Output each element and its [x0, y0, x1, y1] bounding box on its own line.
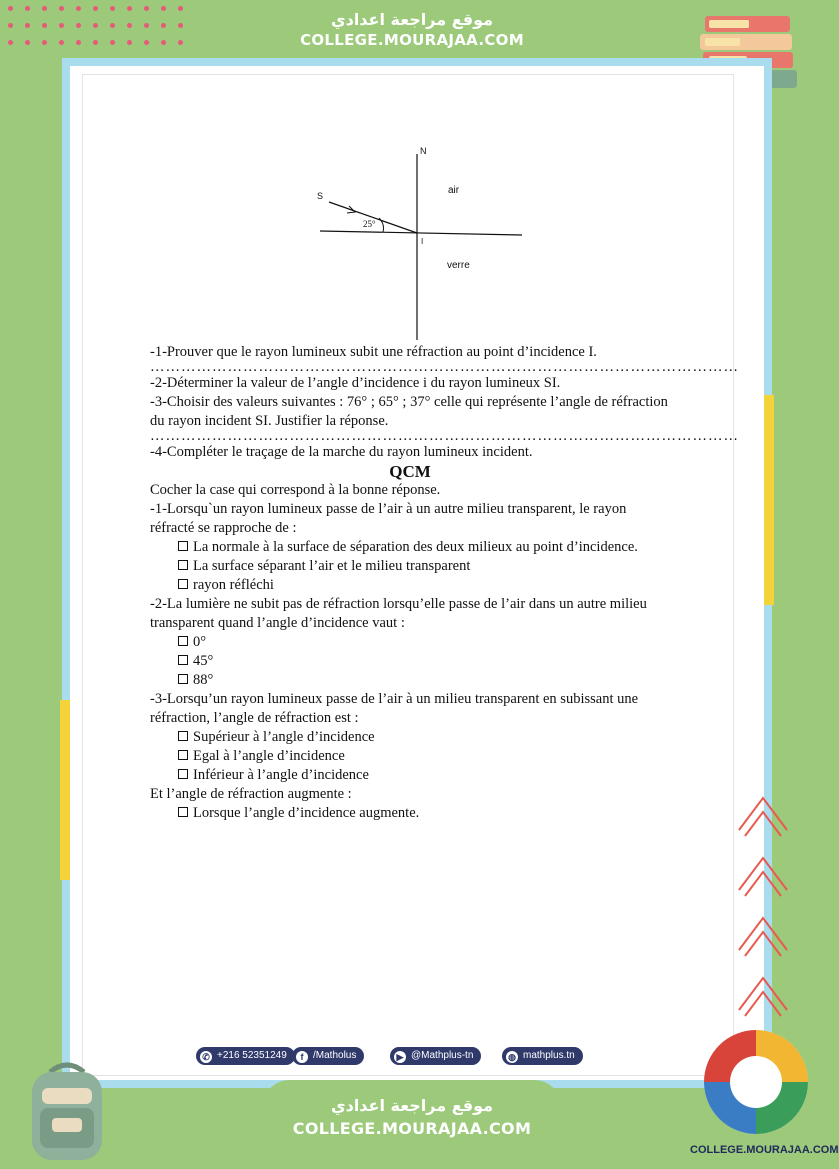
- decor-dot: [93, 40, 98, 45]
- option-label: Lorsque l’angle d’incidence augmente.: [193, 805, 420, 821]
- qcm-option[interactable]: [150, 633, 670, 652]
- label-s: S: [317, 191, 324, 201]
- decor-dot: [178, 6, 183, 11]
- option-label: Supérieur à l’angle d’incidence: [193, 729, 375, 745]
- decor-dot: [144, 6, 149, 11]
- option-label: 88°: [193, 672, 214, 688]
- checkbox[interactable]: [178, 579, 188, 589]
- decor-dot: [110, 40, 115, 45]
- decor-dot: [42, 6, 47, 11]
- whatsapp-number: +216 52351249: [217, 1050, 287, 1061]
- decorative-dots: [8, 6, 208, 56]
- checkbox[interactable]: [178, 750, 188, 760]
- qcm-option[interactable]: [150, 766, 670, 785]
- decor-dot: [127, 23, 132, 28]
- option-label: 45°: [193, 653, 214, 669]
- decor-dot: [76, 40, 81, 45]
- qcm-option[interactable]: [150, 728, 670, 747]
- qcm-question-4: Et l’angle de réfraction augmente :: [150, 786, 352, 802]
- surface-line: [320, 231, 522, 235]
- facebook-link[interactable]: [292, 1047, 364, 1065]
- checkbox[interactable]: [178, 731, 188, 741]
- checkbox[interactable]: [178, 541, 188, 551]
- decor-dot: [161, 6, 166, 11]
- decor-dot: [127, 40, 132, 45]
- decor-dot: [25, 40, 30, 45]
- option-label: rayon réfléchi: [193, 577, 274, 593]
- top-banner: [262, 0, 562, 60]
- option-label: La surface séparant l’air et le milieu transparent: [193, 558, 471, 574]
- option-label: 0°: [193, 634, 207, 650]
- site-logo: [696, 1024, 816, 1164]
- decor-dot: [8, 40, 13, 45]
- checkbox[interactable]: [178, 769, 188, 779]
- website-link[interactable]: [502, 1047, 583, 1065]
- decor-dot: [161, 23, 166, 28]
- youtube-handle: @Mathplus-tn: [411, 1050, 474, 1061]
- qcm-question-2: -2-La lumière ne subit pas de réfraction lorsqu’elle passe de l’air dans un autre milieu transparent quand l’angle d’incidence vaut :: [150, 596, 647, 631]
- question-3: -3-Choisir des valeurs suivantes : 76° ; 65° ; 37° celle qui représente l’angle de réfraction du rayon incident SI. Justifier la réponse.: [150, 394, 668, 429]
- question-1: -1-Prouver que le rayon lumineux subit une réfraction au point d’incidence I.: [150, 344, 597, 360]
- qcm-option[interactable]: [150, 557, 670, 576]
- qcm-option[interactable]: [150, 538, 670, 557]
- qcm-question-3: -3-Lorsqu’un rayon lumineux passe de l’air à un milieu transparent en subissant une réfraction, l’angle de réfraction est :: [150, 691, 639, 726]
- option-label: La normale à la surface de séparation des deux milieux au point d’incidence.: [193, 539, 638, 555]
- checkbox[interactable]: [178, 636, 188, 646]
- decor-dot: [93, 23, 98, 28]
- qcm-option[interactable]: [150, 747, 670, 766]
- question-2: -2-Déterminer la valeur de l’angle d’incidence i du rayon lumineux SI.: [150, 375, 561, 391]
- site-domain[interactable]: COLLEGE.MOURAJAA.COM: [300, 31, 524, 49]
- qcm-title: QCM: [389, 462, 431, 481]
- bottom-banner: [262, 1080, 562, 1152]
- site-arabic-name: موقع مراجعة اعدادي: [330, 1096, 494, 1115]
- qcm-question-1: -1-Lorsqu`un rayon lumineux passe de l’air à un autre milieu transparent, le rayon réfracté se rapproche de :: [150, 501, 627, 536]
- label-verre: verre: [447, 260, 470, 271]
- qcm-option[interactable]: [150, 671, 670, 690]
- checkbox[interactable]: [178, 560, 188, 570]
- qcm-option[interactable]: [150, 652, 670, 671]
- checkbox[interactable]: [178, 655, 188, 665]
- option-label: Egal à l’angle d’incidence: [193, 748, 345, 764]
- backpack-illustration: [20, 1058, 115, 1163]
- decor-dot: [144, 23, 149, 28]
- decor-dot: [59, 40, 64, 45]
- logo-text: COLLEGE.MOURAJAA.COM: [690, 1144, 839, 1156]
- label-air: air: [448, 185, 460, 196]
- decor-dot: [76, 6, 81, 11]
- answer-dots: ……………………………………………………………………………………………………: [150, 359, 739, 375]
- facebook-handle: /Matholus: [313, 1050, 357, 1061]
- site-arabic-name: موقع مراجعة اعدادي: [330, 10, 494, 29]
- checkbox[interactable]: [178, 807, 188, 817]
- youtube-link[interactable]: [390, 1047, 481, 1065]
- whatsapp-icon: ✆: [200, 1051, 212, 1063]
- decor-dot: [59, 23, 64, 28]
- label-angle: 25°: [363, 219, 376, 229]
- decor-dot: [25, 6, 30, 11]
- youtube-icon: ▶: [394, 1051, 406, 1063]
- label-i: I: [421, 237, 424, 246]
- decor-dot: [144, 40, 149, 45]
- decor-dot: [127, 6, 132, 11]
- qcm-option[interactable]: [150, 576, 670, 595]
- option-label: Inférieur à l’angle d’incidence: [193, 767, 369, 783]
- decor-dot: [110, 6, 115, 11]
- refraction-diagram: [315, 142, 530, 342]
- question-4: -4-Compléter le traçage de la marche du rayon lumineux incident.: [150, 444, 533, 460]
- document-content: [150, 343, 739, 823]
- decor-dot: [42, 40, 47, 45]
- decor-dot: [76, 23, 81, 28]
- whatsapp-link[interactable]: [196, 1047, 295, 1065]
- qcm-option[interactable]: [150, 804, 670, 823]
- label-n: N: [420, 146, 427, 156]
- decor-dot: [178, 23, 183, 28]
- decor-dot: [93, 6, 98, 11]
- website-url: mathplus.tn: [523, 1050, 575, 1061]
- facebook-icon: f: [296, 1051, 308, 1063]
- checkbox[interactable]: [178, 674, 188, 684]
- decor-dot: [161, 40, 166, 45]
- decor-dot: [110, 23, 115, 28]
- qcm-intro: Cocher la case qui correspond à la bonne réponse.: [150, 482, 441, 498]
- answer-dots: ……………………………………………………………………………………………………: [150, 428, 739, 444]
- decor-dot: [8, 23, 13, 28]
- site-domain[interactable]: COLLEGE.MOURAJAA.COM: [292, 1119, 532, 1138]
- globe-icon: ◍: [506, 1051, 518, 1063]
- decor-dot: [59, 6, 64, 11]
- decor-dot: [42, 23, 47, 28]
- decor-dot: [8, 6, 13, 11]
- decor-dot: [178, 40, 183, 45]
- decor-dot: [25, 23, 30, 28]
